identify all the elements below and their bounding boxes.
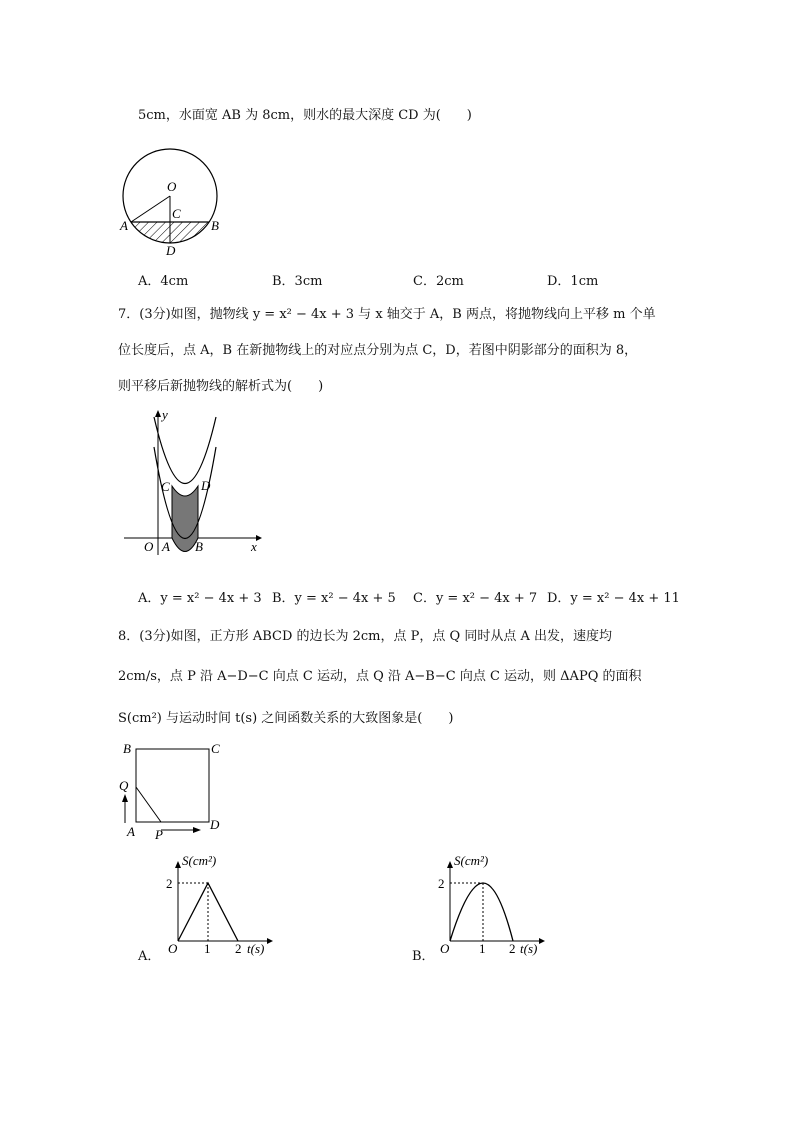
q7-option-c: C．y = x² − 4x + 7 [413, 591, 538, 606]
label-x: x [251, 539, 257, 554]
q6-option-a: A．4cm [138, 274, 189, 289]
label-c: C [172, 206, 181, 221]
graph-a-label-y2: 2 [166, 876, 173, 891]
label-y: y [162, 407, 168, 422]
label-o: O [167, 179, 177, 194]
q7-text-line1: 7．(3分)如图，抛物线 y = x² − 4x + 3 与 x 轴交于 A，B 两点，将抛物线向上平移 m 个单 [118, 307, 656, 322]
q6-option-b: B．3cm [272, 274, 323, 289]
q6-text-line1: 5cm，水面宽 AB 为 8cm，则水的最大深度 CD 为( ) [138, 108, 472, 123]
label-a: A [120, 218, 128, 233]
q7-option-b: B．y = x² − 4x + 5 [272, 591, 396, 606]
graph-b-label-y2: 2 [438, 876, 445, 891]
radius-oa [131, 196, 170, 222]
q8-text-line1: 8．(3分)如图，正方形 ABCD 的边长为 2cm，点 P，点 Q 同时从点 A 出发，速度均 [118, 629, 612, 644]
graph-a-label-2: 2 [235, 941, 242, 956]
label-b: B [195, 539, 203, 554]
q8-option-a: A． [138, 949, 161, 964]
label-a: A [162, 539, 170, 554]
label-p: P [155, 827, 163, 842]
graph-b-label-2: 2 [509, 941, 516, 956]
label-d: D [166, 243, 176, 258]
label-d: D [210, 817, 220, 832]
graph-a [160, 855, 280, 955]
arrow-q-head [122, 794, 128, 802]
label-b: B [211, 218, 219, 233]
square-abcd [136, 749, 209, 822]
label-c: C [161, 479, 170, 494]
q7-option-a: A．y = x² − 4x + 3 [138, 591, 262, 606]
graph-a-label-o: O [168, 941, 178, 956]
y-axis-arrow [155, 410, 161, 417]
q6-circle-figure [110, 150, 230, 260]
graph-b-curve [450, 883, 513, 941]
q6-option-d: D．1cm [547, 274, 599, 289]
graph-b-label-s: S(cm²) [454, 853, 489, 868]
q6-option-c: C．2cm [413, 274, 464, 289]
arrow-p-head [193, 827, 201, 833]
label-a: A [127, 824, 135, 839]
q7-parabola-figure [120, 405, 270, 560]
graph-b [432, 855, 552, 955]
label-c: C [211, 741, 220, 756]
graph-b-x-arrow [539, 938, 545, 944]
graph-a-label-t: t(s) [247, 941, 265, 956]
segment-pq [136, 787, 161, 822]
graph-a-label-1: 1 [204, 941, 211, 956]
q8-square-figure [115, 738, 230, 843]
graph-b-label-1: 1 [479, 941, 486, 956]
parabola-shifted [154, 417, 216, 484]
q7-option-d: D．y = x² − 4x + 11 [547, 591, 680, 606]
label-b: B [123, 741, 131, 756]
q7-text-line2: 位长度后，点 A，B 在新抛物线上的对应点分别为点 C，D，若图中阴影部分的面积为 8， [118, 343, 638, 358]
graph-b-label-o: O [440, 941, 450, 956]
graph-b-y-arrow [447, 861, 453, 868]
graph-a-y-arrow [175, 861, 181, 868]
q8-text-line3: S(cm²) 与运动时间 t(s) 之间函数关系的大致图象是( ) [118, 711, 454, 726]
label-o: O [144, 539, 154, 554]
graph-a-label-s: S(cm²) [182, 853, 217, 868]
label-q: Q [119, 778, 129, 793]
x-axis-arrow [256, 535, 262, 541]
q8-text-line2: 2cm/s，点 P 沿 A−D−C 向点 C 运动，点 Q 沿 A−B−C 向点 C 运动，则 ΔAPQ 的面积 [118, 669, 642, 684]
q8-option-b: B． [412, 949, 435, 964]
q7-text-line3: 则平移后新抛物线的解析式为( ) [118, 379, 324, 394]
graph-a-x-arrow [267, 938, 273, 944]
graph-b-label-t: t(s) [520, 941, 538, 956]
label-d: D [201, 478, 211, 493]
